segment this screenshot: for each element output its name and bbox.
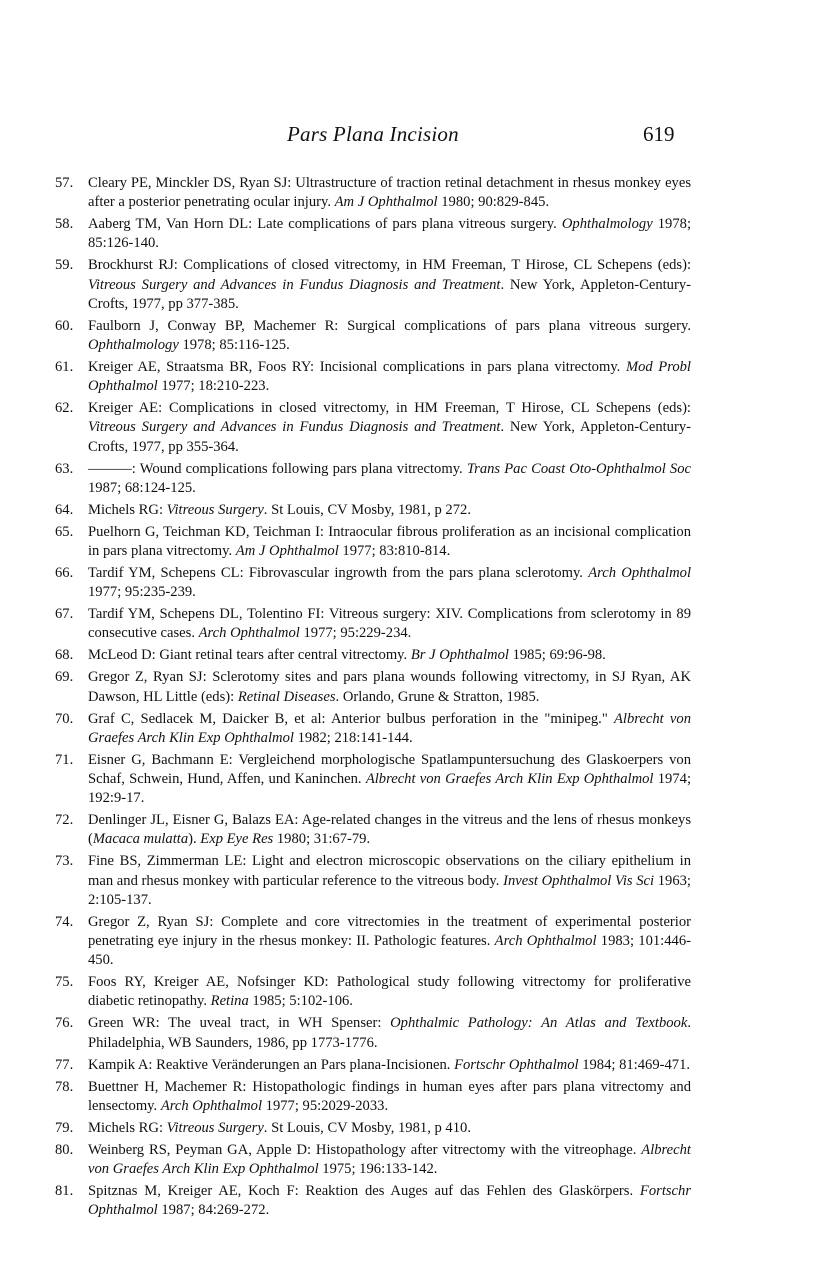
reference-text-run: . New York, Appleton-Century-Crofts, 1977, pp 377-385. [88, 276, 691, 312]
reference-text-run: ). [188, 831, 201, 848]
reference-text-run: 1987; 84:269-272. [157, 1202, 270, 1219]
reference-item [55, 913, 691, 971]
reference-text-run: 1980; 90:829-845. [437, 194, 550, 211]
reference-text-run: ———: Wound complications following pars plana vitrectomy. [88, 460, 467, 477]
reference-item [55, 523, 691, 561]
reference-item [55, 1182, 691, 1220]
page-header [0, 122, 816, 152]
reference-number: 63. [55, 460, 74, 477]
reference-text-run: 1977; 95:229-234. [299, 625, 412, 642]
reference-text-run: 1982; 218:141-144. [293, 729, 413, 746]
reference-number: 65. [55, 523, 74, 540]
reference-number: 62. [55, 400, 74, 417]
reference-text [88, 359, 691, 394]
reference-number: 73. [55, 853, 74, 870]
reference-text [88, 1142, 691, 1177]
reference-text-run: . Orlando, Grune & Stratton, 1985. [335, 688, 540, 705]
reference-item [55, 751, 691, 809]
reference-item [55, 501, 691, 520]
reference-source-title: Vitreous Surgery [166, 1119, 264, 1136]
reference-number: 66. [55, 565, 74, 582]
reference-item [55, 460, 691, 498]
reference-source-title: Fortschr Ophthalmol [454, 1056, 579, 1073]
reference-item [55, 564, 691, 602]
reference-text [88, 502, 471, 518]
reference-text [88, 461, 691, 496]
reference-item [55, 646, 691, 665]
reference-number: 78. [55, 1078, 74, 1095]
reference-number: 70. [55, 710, 74, 727]
reference-number: 67. [55, 606, 74, 623]
reference-text [88, 669, 691, 704]
reference-source-title: Am J Ophthalmol [334, 194, 438, 211]
reference-text-run: Foos RY, Kreiger AE, Nofsinger KD: Pathological study following vitrectomy for proliferative diabetic retinopathy. [88, 974, 691, 1010]
reference-text-run: Cleary PE, Minckler DS, Ryan SJ: Ultrastructure of traction retinal detachment in rhesus monkey eyes after a posterior penetrating ocular injury. [88, 175, 691, 211]
reference-item [55, 852, 691, 910]
reference-text [88, 524, 691, 559]
reference-text-run: Weinberg RS, Peyman GA, Apple D: Histopathology after vitrectomy with the vitreophage. [88, 1141, 642, 1158]
reference-number: 58. [55, 216, 74, 233]
reference-text-run: Eisner G, Bachmann E: Vergleichend morphologische Spatlampuntersuchung des Glaskoerpers von Schaf, Schwein, Hund, Affen, und Kaninchen. [88, 751, 691, 788]
reference-text-run: 1974; 192:9-17. [88, 771, 692, 807]
reference-item [55, 1141, 691, 1179]
reference-source-title: Albrecht von Graefes Arch Klin Exp Ophthalmol [88, 1141, 691, 1178]
reference-item [55, 1119, 691, 1138]
reference-text-run: Fine BS, Zimmerman LE: Light and electron microscopic observations on the ciliary epithelium in man and rhesus monkey with particular reference to the vitreous body. [88, 853, 691, 889]
reference-text-run: Michels RG: [88, 501, 167, 518]
reference-text [88, 853, 691, 907]
reference-number: 72. [55, 812, 74, 829]
reference-source-title: Retinal Diseases [237, 688, 336, 705]
reference-text-run: 1980; 31:67-79. [273, 831, 371, 848]
reference-item [55, 973, 691, 1011]
reference-text-run: 1978; 85:126-140. [88, 216, 692, 252]
reference-item [55, 399, 691, 457]
reference-number: 57. [55, 175, 74, 191]
reference-text [88, 175, 691, 210]
reference-text [88, 914, 691, 968]
reference-text-run: 1977; 18:210-223. [157, 378, 270, 395]
reference-number: 81. [55, 1183, 74, 1200]
reference-text-run: Michels RG: [88, 1119, 167, 1136]
reference-source-title: Trans Pac Coast Oto-Ophthalmol Soc [466, 460, 691, 477]
reference-text-run: Green WR: The uveal tract, in WH Spenser: [88, 1015, 391, 1032]
reference-text-run: Kreiger AE: Complications in closed vitrectomy, in HM Freeman, T Hirose, CL Schepens (eds): [88, 400, 691, 417]
reference-list [55, 174, 691, 1223]
reference-text-run: Brockhurst RJ: Complications of closed vitrectomy, in HM Freeman, T Hirose, CL Schepens (eds): [88, 257, 691, 274]
reference-text-run: Tardif YM, Schepens CL: Fibrovascular ingrowth from the pars plana sclerotomy. [88, 565, 589, 582]
reference-number: 69. [55, 669, 74, 686]
reference-text-run: 1977; 83:810-814. [338, 543, 451, 560]
reference-text-run: Gregor Z, Ryan SJ: Complete and core vitrectomies in the treatment of experimental posterior penetrating eye injury in the rhesus monkey: II. Pathologic features. [88, 913, 691, 950]
reference-text-run: Kampik A: Reaktive Veränderungen an Pars plana-Incisionen. [88, 1056, 455, 1073]
reference-text [88, 318, 691, 353]
reference-text-run: Graf C, Sedlacek M, Daicker B, et al: Anterior bulbus perforation in the "minipeg." [88, 710, 614, 727]
reference-text-run: Puelhorn G, Teichman KD, Teichman I: Intraocular fibrous proliferation as an incisional complication in pars plana vitrectomy. [88, 523, 691, 560]
reference-text [88, 257, 691, 311]
reference-text-run: 1987; 68:124-125. [88, 479, 196, 496]
reference-text-run: Aaberg TM, Van Horn DL: Late complications of pars plana vitreous surgery. [88, 216, 562, 233]
reference-number: 59. [55, 257, 74, 274]
reference-text [88, 974, 691, 1009]
reference-text-run: 1977; 95:2029-2033. [262, 1097, 389, 1114]
reference-source-title: Ophthalmology [561, 216, 653, 233]
reference-text-run: Faulborn J, Conway BP, Machemer R: Surgical complications of pars plana vitreous surgery. [88, 317, 691, 334]
reference-item [55, 1056, 691, 1075]
reference-source-title: Fortschr Ophthalmol [88, 1183, 691, 1219]
reference-item [55, 811, 691, 849]
reference-text-run: 1985; 5:102-106. [248, 993, 353, 1010]
reference-number: 60. [55, 317, 74, 334]
reference-text-run: 1977; 95:235-239. [88, 584, 196, 601]
reference-source-title: Vitreous Surgery and Advances in Fundus Diagnosis and Treatment [88, 276, 501, 293]
reference-item [55, 256, 691, 314]
reference-source-title: Br J Ophthalmol [410, 647, 509, 664]
reference-text-run: Kreiger AE, Straatsma BR, Foos RY: Incisional complications in pars plana vitrectomy. [88, 359, 626, 376]
reference-source-title: Albrecht von Graefes Arch Klin Exp Ophthalmol [88, 710, 691, 746]
reference-text [88, 752, 691, 806]
reference-source-title: Exp Eye Res [200, 831, 274, 848]
reference-number: 75. [55, 974, 74, 991]
reference-text [88, 400, 691, 454]
reference-source-title: Albrecht von Graefes Arch Klin Exp Ophthalmol [365, 771, 654, 788]
reference-text-run: 1975; 196:133-142. [318, 1161, 438, 1178]
reference-item [55, 710, 691, 748]
reference-number: 77. [55, 1056, 74, 1073]
reference-text-run: Spitznas M, Kreiger AE, Koch F: Reaktion des Auges auf das Fehlen des Glaskörpers. [88, 1183, 640, 1200]
reference-text-run: Gregor Z, Ryan SJ: Sclerotomy sites and pars plana wounds following vitrectomy, in SJ Ryan, AK Dawson, HL Little (eds): [88, 669, 691, 705]
reference-text-run: 1984; 81:469-471. [578, 1056, 691, 1073]
reference-source-title: Arch Ophthalmol [494, 933, 597, 950]
reference-source-title: Mod Probl Ophthalmol [88, 359, 691, 395]
reference-number: 71. [55, 751, 74, 768]
reference-text [88, 216, 691, 251]
reference-text [88, 1079, 691, 1114]
reference-source-title: Ophthalmology [88, 337, 179, 354]
reference-number: 74. [55, 913, 74, 930]
reference-item [55, 174, 691, 212]
reference-text-run: Tardif YM, Schepens DL, Tolentino FI: Vitreous surgery: XIV. Complications from sclerotomy in 89 consecutive cases. [88, 606, 691, 642]
reference-number: 79. [55, 1119, 74, 1136]
reference-text-run: . Philadelphia, WB Saunders, 1986, pp 1773-1776. [88, 1015, 691, 1051]
reference-number: 68. [55, 647, 74, 664]
reference-source-title: Macaca mulatta [92, 831, 189, 848]
reference-number: 61. [55, 359, 74, 376]
reference-item [55, 215, 691, 253]
reference-text [88, 1015, 691, 1050]
reference-source-title: Arch Ophthalmol [588, 565, 692, 582]
reference-text [88, 565, 691, 600]
reference-text-run: 1985; 69:96-98. [508, 647, 606, 664]
reference-text-run: . St Louis, CV Mosby, 1981, p 410. [263, 1119, 471, 1136]
reference-text [88, 606, 691, 641]
reference-source-title: Arch Ophthalmol [160, 1097, 263, 1114]
reference-source-title: Ophthalmic Pathology: An Atlas and Textbook [390, 1015, 688, 1032]
reference-text-run: McLeod D: Giant retinal tears after central vitrectomy. [88, 647, 411, 664]
reference-text-run: . St Louis, CV Mosby, 1981, p 272. [263, 501, 471, 518]
page-number: 619 [643, 122, 675, 146]
reference-text [88, 647, 606, 663]
reference-number: 64. [55, 501, 74, 518]
reference-item [55, 1014, 691, 1052]
reference-number: 76. [55, 1015, 74, 1032]
reference-text [88, 1183, 691, 1218]
reference-item [55, 605, 691, 643]
reference-text [88, 812, 691, 847]
reference-text [88, 1057, 690, 1073]
reference-text-run: Buettner H, Machemer R: Histopathologic findings in human eyes after pars plana vitrectomy and lensectomy. [88, 1078, 691, 1114]
reference-number: 80. [55, 1141, 74, 1158]
reference-source-title: Vitreous Surgery [166, 501, 264, 518]
reference-item [55, 1078, 691, 1116]
reference-text-run: 1983; 101:446-450. [88, 933, 691, 969]
reference-item [55, 317, 691, 355]
reference-text-run: 1963; 2:105-137. [88, 872, 691, 908]
reference-source-title: Invest Ophthalmol Vis Sci [503, 872, 655, 889]
reference-text-run: Denlinger JL, Eisner G, Balazs EA: Age-related changes in the vitreus and the lens of rhesus monkeys ( [88, 812, 691, 848]
reference-source-title: Arch Ophthalmol [198, 625, 300, 642]
reference-source-title: Am J Ophthalmol [235, 543, 339, 560]
reference-item [55, 358, 691, 396]
reference-text [88, 1120, 471, 1136]
running-title: Pars Plana Incision [287, 122, 459, 146]
reference-source-title: Retina [210, 993, 249, 1010]
reference-text-run: . New York, Appleton-Century-Crofts, 1977, pp 355-364. [88, 419, 691, 455]
reference-text-run: 1978; 85:116-125. [178, 337, 290, 354]
reference-source-title: Vitreous Surgery and Advances in Fundus Diagnosis and Treatment [88, 419, 501, 436]
reference-item [55, 668, 691, 706]
reference-text [88, 711, 691, 746]
